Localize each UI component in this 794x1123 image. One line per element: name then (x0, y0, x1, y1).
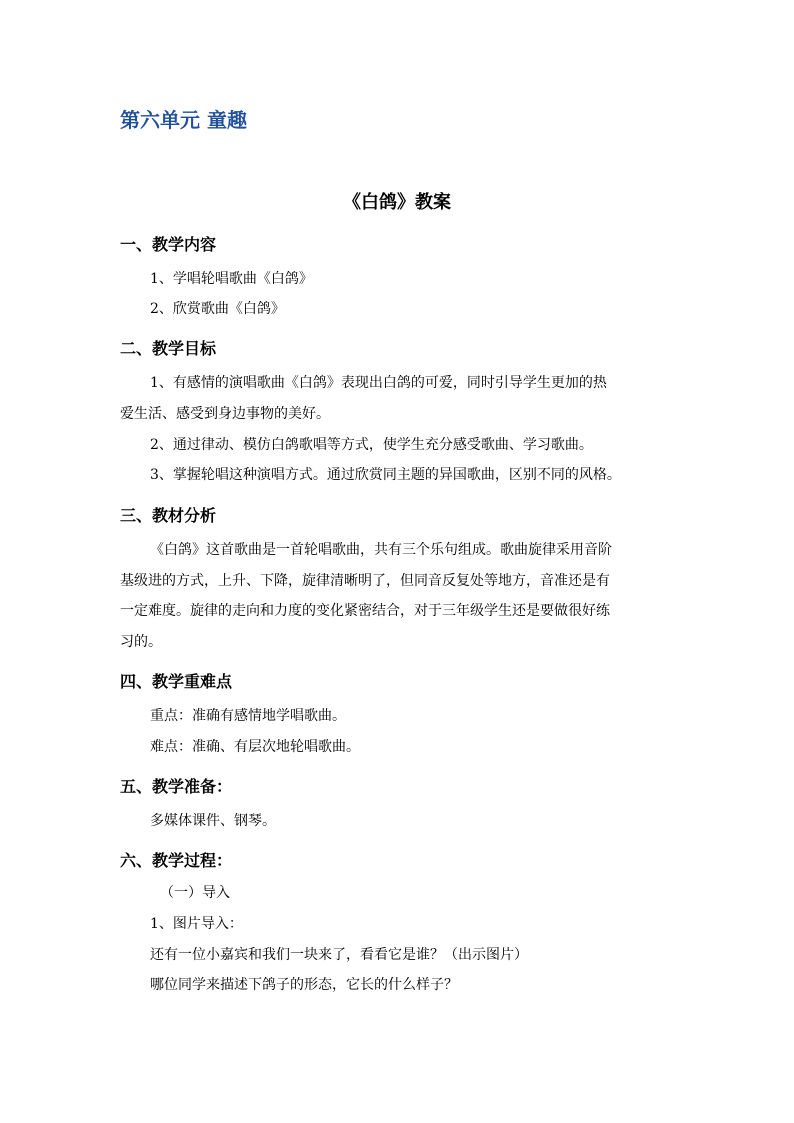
section-6-line: 还有一位小嘉宾和我们一块来了，看看它是谁？（出示图片） (150, 947, 528, 963)
section-heading-3: 三、教材分析 (120, 506, 217, 525)
section-5-line: 多媒体课件、钢琴。 (150, 813, 276, 829)
section-3-line: 一定难度。旋律的走向和力度的变化紧密结合，对于三年级学生还是要做很好练 (120, 603, 610, 619)
section-3-line: 《白鸽》这首歌曲是一首轮唱歌曲，共有三个乐句组成。歌曲旋律采用音阶 (150, 542, 612, 558)
section-3-line: 基级进的方式，上升、下降，旋律清晰明了，但同音反复处等地方，音准还是有 (120, 573, 610, 589)
section-2-line: 爱生活、感受到身边事物的美好。 (120, 406, 330, 422)
section-1-item: 2、欣赏歌曲《白鸽》 (150, 301, 285, 317)
unit-title: 第六单元 童趣 (120, 108, 247, 132)
section-2-line: 3、掌握轮唱这种演唱方式。通过欣赏同主题的异国歌曲，区别不同的风格。 (150, 467, 621, 483)
section-1-item: 1、学唱轮唱歌曲《白鸽》 (150, 271, 313, 287)
section-heading-1: 一、教学内容 (120, 235, 217, 254)
section-heading-4: 四、教学重难点 (120, 672, 233, 691)
section-heading-2: 二、教学目标 (120, 339, 217, 358)
section-heading-5: 五、教学准备： (120, 777, 233, 796)
section-3-line: 习的。 (120, 634, 162, 650)
section-2-line: 1、有感情的演唱歌曲《白鸽》表现出白鸽的可爱，同时引导学生更加的热 (150, 375, 607, 391)
section-4-line: 难点：准确、有层次地轮唱歌曲。 (150, 739, 360, 755)
section-2-line: 2、通过律动、模仿白鸽歌唱等方式，使学生充分感受歌曲、学习歌曲。 (150, 437, 593, 453)
section-6-line: （一）导入 (160, 885, 230, 901)
document-title: 《白鸽》教案 (343, 192, 451, 213)
section-6-line: 1、图片导入： (150, 916, 243, 932)
section-4-line: 重点：准确有感情地学唱歌曲。 (150, 708, 346, 724)
section-6-line: 哪位同学来描述下鸽子的形态，它长的什么样子？ (150, 977, 458, 993)
section-heading-6: 六、教学过程： (120, 851, 233, 870)
